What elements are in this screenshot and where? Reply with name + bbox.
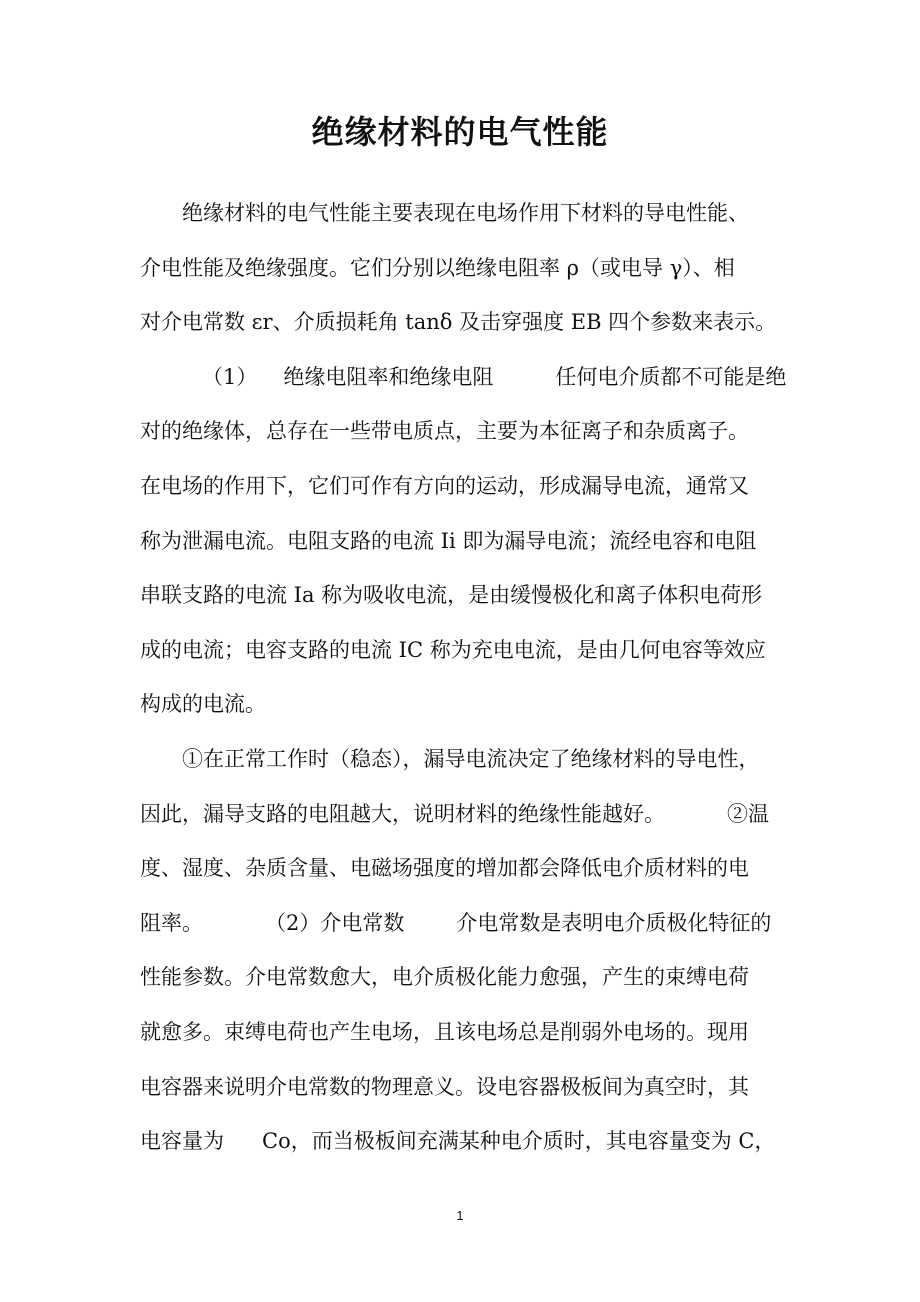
paragraph-line: 绝缘材料的电气性能主要表现在电场作用下材料的导电性能、 — [182, 201, 749, 225]
document-body — [140, 186, 787, 1169]
paragraph-text: 介电常数是表明电介质极化特征的 — [456, 910, 772, 935]
paragraph-text: Co，而当极板间充满某种电介质时，其电容量变为 C， — [262, 1129, 776, 1154]
paragraph-line: 串联支路的电流 Ia 称为吸收电流，是由缓慢极化和离子体积电荷形 — [140, 583, 763, 608]
paragraph-line — [140, 896, 782, 951]
paragraph-line: 成的电流；电容支路的电流 IC 称为充电电流，是由几何电容等效应 — [140, 637, 766, 662]
paragraph-line: 就愈多。束缚电荷也产生电场，且该电场总是削弱外电场的。现用 — [140, 1019, 749, 1044]
paragraph-line: 构成的电流。 — [140, 692, 266, 717]
paragraph-text: 因此，漏导支路的电阻越大，说明材料的绝缘性能越好。 — [140, 801, 665, 826]
paragraph-line: 在电场的作用下，它们可作有方向的运动，形成漏导电流，通常又 — [140, 473, 749, 498]
document-title: 绝缘材料的电气性能 — [311, 113, 609, 151]
paragraph-line: ①在正常工作时（稳态），漏导电流决定了绝缘材料的导电性， — [182, 746, 760, 771]
paragraph-line: 电容器来说明介电常数的物理意义。设电容器极板间为真空时，其 — [140, 1074, 749, 1099]
paragraph-line: 度、湿度、杂质含量、电磁场强度的增加都会降低电介质材料的电 — [140, 856, 749, 881]
paragraph-line — [140, 350, 787, 405]
paragraph-line: 性能参数。介电常数愈大，电介质极化能力愈强，产生的束缚电荷 — [140, 965, 749, 990]
paragraph-line: 对的绝缘体，总存在一些带电质点，主要为本征离子和杂质离子。 — [140, 419, 749, 444]
paragraph-line: 称为泄漏电流。电阻支路的电流 Ii 即为漏导电流；流经电容和电阻 — [140, 528, 757, 553]
section-number: （1） — [202, 364, 258, 389]
paragraph-line — [140, 1114, 782, 1169]
paragraph-text: ②温 — [727, 801, 769, 826]
page-number: 1 — [456, 1208, 464, 1223]
paragraph-line: 介电性能及绝缘强度。它们分别以绝缘电阻率 ρ（或电导 γ）、相 — [140, 255, 735, 280]
section-heading: （2）介电常数 — [265, 910, 405, 935]
section-heading: 绝缘电阻率和绝缘电阻 — [283, 364, 494, 389]
paragraph-line — [140, 787, 782, 842]
paragraph-line: 对介电常数 εr、介质损耗角 tanδ 及击穿强度 EB 四个参数来表示。 — [140, 310, 777, 335]
paragraph-text: 电容量为 — [140, 1129, 224, 1154]
paragraph-text: 阻率。 — [140, 910, 203, 935]
paragraph-text: 任何电介质都不可能是绝 — [555, 364, 787, 389]
